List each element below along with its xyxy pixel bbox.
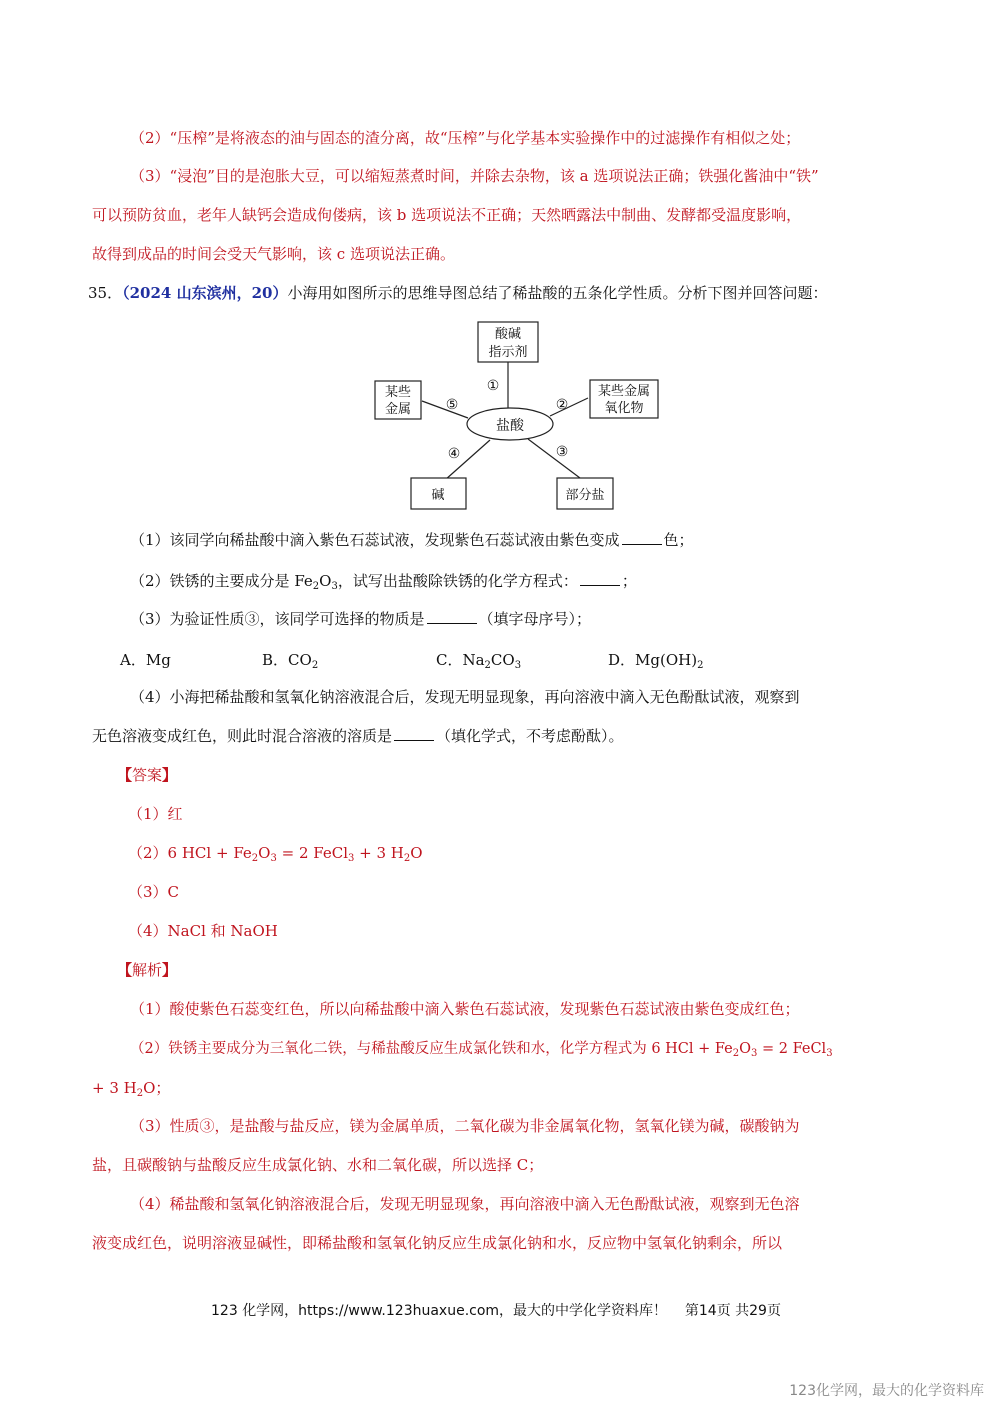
formula-part: O [319,572,332,590]
subscript: 3 [331,581,338,592]
node-indicator-line1: 酸碱 [494,327,522,342]
option-c-label: C．Na [436,651,485,669]
analysis-p2-text: （2）铁锈主要成分为三氧化二铁，与稀盐酸反应生成氯化铁和水，化学方程式为 6 HCl + Fe [130,1041,733,1057]
analysis-p2-line1 [92,1038,904,1060]
node-num-4: ④ [447,446,461,462]
formula-part: = 2 FeCl [276,844,348,862]
answer-2 [128,842,940,864]
sub-question-3 [92,608,904,630]
answer-4: （4）NaCl 和 NaOH [128,922,278,940]
sub-question-4-line2 [92,725,904,747]
option-c-label-mid: CO [490,651,515,669]
bracket-left: 【 [117,766,133,784]
node-num-3: ③ [555,444,569,460]
option-a-label: A．Mg [120,651,171,669]
formula-part: = 2 FeCl [757,1041,827,1057]
prev-analysis-p2: （2）“压榨”是将液态的油与固态的渣分离，故“压榨”与化学基本实验操作中的过滤操作有相似之处； [130,129,801,147]
sub-question-1-suffix: 色； [663,531,694,549]
subscript: 2 [697,660,704,671]
answer-heading [117,764,929,786]
answer-blank-2[interactable] [580,571,620,586]
node-num-5: ⑤ [445,397,459,413]
analysis-p4-line2: 液变成红色，说明溶液显碱性，即稀盐酸和氢氧化钠反应生成氯化钠和水，反应物中氢氧化钠剩余，所以 [92,1234,783,1252]
subscript: 3 [826,1048,833,1059]
option-d-label: D．Mg(OH) [608,651,698,669]
answer-blank-4[interactable] [394,726,434,741]
question-text: 小海用如图所示的思维导图总结了稀盐酸的五条化学性质。分析下图并回答问题： [287,284,828,302]
bracket-right: 】 [162,766,178,784]
center-node-label: 盐酸 [496,418,524,434]
node-base-label: 碱 [431,488,445,503]
watermark: 123化学网，最大的化学资料库 [789,1383,984,1399]
analysis-heading [117,959,929,981]
node-metal-line2: 金属 [384,402,412,417]
subscript: 3 [751,1048,758,1059]
subscript: 3 [348,853,355,864]
subscript: 2 [311,660,319,671]
sub-question-1-text: （1）该同学向稀盐酸中滴入紫色石蕊试液，发现紫色石蕊试液由紫色变成 [130,531,620,549]
answer-1: （1）红 [128,805,183,823]
option-d[interactable] [608,649,703,671]
analysis-heading-text: 解析 [132,961,163,979]
analysis-p2-line2 [92,1077,904,1099]
node-metal-line1: 某些 [384,385,412,400]
sub-question-2-suffix: ； [621,572,637,590]
node-num-1: ① [486,378,500,394]
answer-heading-text: 答案 [132,766,163,784]
page-footer [0,1300,992,1320]
subscript: 2 [403,853,411,864]
sub-question-4-text: 无色溶液变成红色，则此时混合溶液的溶质是 [92,727,393,745]
formula-part: O； [143,1079,171,1097]
option-b[interactable] [262,649,318,671]
formula-part: + 3 H [354,844,404,862]
bracket-left: 【 [117,961,133,979]
page-number: 第14页 共29页 [684,1303,781,1319]
node-metal-oxide-line1: 某些金属 [597,384,651,399]
sub-question-4-suffix: （填化学式，不考虑酚酞）。 [436,727,624,745]
sub-question-1 [92,529,904,551]
question-number: 35． [88,284,123,302]
subscript: 2 [136,1088,144,1099]
sub-question-2-text-b: ，试写出盐酸除铁锈的化学方程式： [337,572,578,590]
answer-3: （3）C [128,883,180,901]
subscript: 2 [732,1048,740,1059]
sub-question-3-text: （3）为验证性质③，该同学可选择的物质是 [130,610,425,628]
node-metal-oxide-line2: 氧化物 [604,401,644,416]
answer-blank-1[interactable] [622,530,662,545]
prev-analysis-p3-line3: 故得到成品的时间会受天气影响，该 c 选项说法正确。 [92,245,455,263]
footer-site-text: 123 化学网，https://www.123huaxue.com，最大的中学化学资料库！ [211,1303,668,1319]
node-num-2: ② [555,397,569,413]
analysis-p3-line1: （3）性质③，是盐酸与盐反应，镁为金属单质，二氧化碳为非金属氧化物，氢氧化镁为碱，碳酸钠为 [130,1117,800,1135]
option-c[interactable] [436,649,521,671]
option-a[interactable] [120,649,171,671]
bracket-right: 】 [162,961,178,979]
answer-2-text: （2）6 HCl + Fe [128,844,252,862]
prev-analysis-p3-line2: 可以预防贫血，老年人缺钙会造成佝偻病，该 b 选项说法不正确；天然晒露法中制曲、发酵都受温度影响， [92,206,802,224]
question-source: （2024 山东滨州，20） [122,284,288,302]
formula-part: + 3 H [92,1079,137,1097]
analysis-p4-line1: （4）稀盐酸和氢氧化钠溶液混合后，发现无明显现象，再向溶液中滴入无色酚酞试液，观察到无色溶 [130,1195,800,1213]
subscript: 3 [514,660,522,671]
mind-map-diagram [360,318,670,513]
sub-question-4-line1: （4）小海把稀盐酸和氢氧化钠溶液混合后，发现无明显现象，再向溶液中滴入无色酚酞试液，观察到 [130,688,800,706]
sub-question-2-text: （2）铁锈的主要成分是 Fe [130,572,313,590]
subscript: 2 [484,660,491,671]
subscript: 3 [270,853,277,864]
subscript: 2 [251,853,259,864]
option-b-label: B．CO [262,651,312,669]
question-stem [88,282,900,304]
sub-question-2 [92,570,904,592]
analysis-p1: （1）酸使紫色石蕊变红色，所以向稀盐酸中滴入紫色石蕊试液，发现紫色石蕊试液由紫色变成红色； [130,1000,800,1018]
prev-analysis-p3-line1: （3）“浸泡”目的是泡胀大豆，可以缩短蒸煮时间，并除去杂物，该 a 选项说法正确；铁强化酱油中“铁” [130,167,819,185]
node-indicator-line2: 指示剂 [488,345,528,360]
subscript: 2 [312,581,320,592]
sub-question-3-suffix: （填字母序号）； [478,610,592,628]
answer-blank-3[interactable] [427,609,477,624]
analysis-p3-line2: 盐，且碳酸钠与盐酸反应生成氯化钠、水和二氧化碳，所以选择 C； [92,1156,544,1174]
formula-part: O [258,844,271,862]
link-3 [528,439,580,478]
formula-part: O [410,844,423,862]
node-salt-label: 部分盐 [565,488,605,503]
formula-part: O [739,1041,752,1057]
